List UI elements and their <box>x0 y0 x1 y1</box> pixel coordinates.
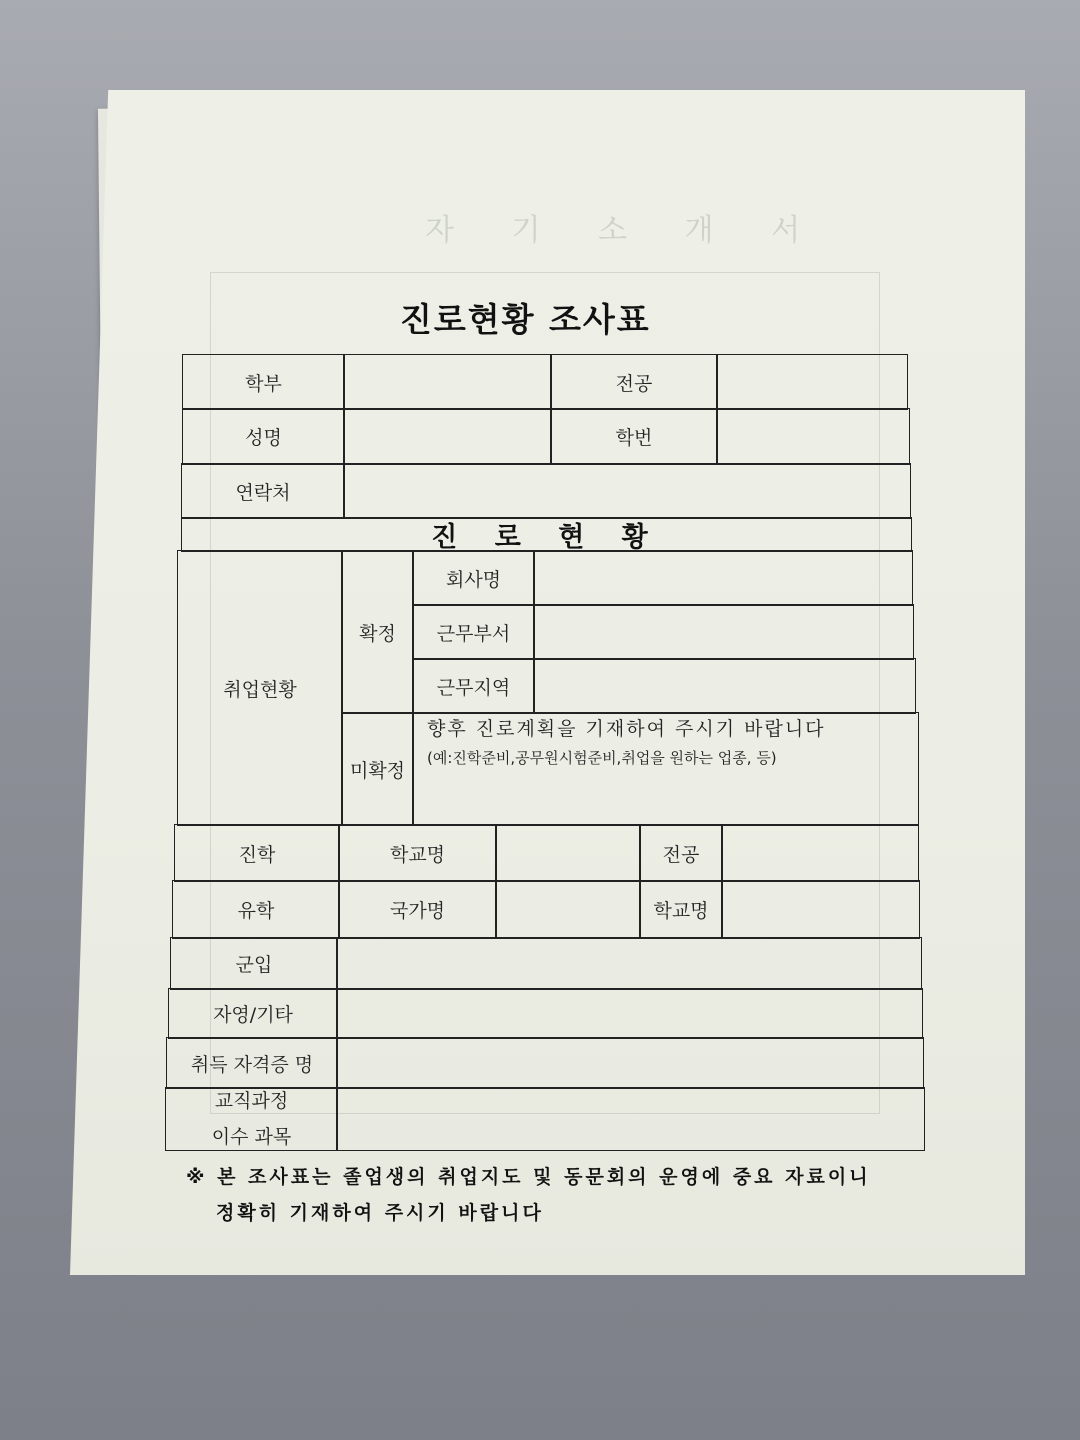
label-further-study-school: 학교명 <box>338 824 497 882</box>
certificates-field[interactable] <box>336 1037 924 1089</box>
footnote-line1: ※ 본 조사표는 졸업생의 취업지도 및 동문회의 운영에 중요 자료이니 <box>186 1166 871 1188</box>
teaching-course-field[interactable] <box>336 1087 925 1151</box>
work-department-field[interactable] <box>533 604 914 660</box>
career-plan-instruction: 향후 진로계획을 기재하여 주시기 바랍니다 <box>427 718 826 740</box>
company-name-field[interactable] <box>533 550 913 606</box>
label-abroad-school: 학교명 <box>639 880 723 939</box>
label-work-department: 근무부서 <box>412 604 535 660</box>
abroad-country-field[interactable] <box>495 880 641 939</box>
department-field[interactable] <box>343 354 552 410</box>
contact-field[interactable] <box>343 463 911 519</box>
further-study-school-field[interactable] <box>495 824 641 882</box>
label-study-abroad: 유학 <box>172 880 340 939</box>
career-plan-example: (예:진학준비,공무원시험준비,취업을 원하는 업종, 등) <box>427 749 777 767</box>
student-id-field[interactable] <box>716 408 910 465</box>
label-student-id: 학번 <box>550 408 718 465</box>
label-major: 전공 <box>550 354 718 410</box>
name-field[interactable] <box>343 408 552 465</box>
label-name: 성명 <box>182 408 345 465</box>
further-study-major-field[interactable] <box>721 824 919 882</box>
major-field[interactable] <box>716 354 908 410</box>
label-certificates: 취득 자격증 명 <box>166 1037 338 1089</box>
label-self-employed: 자영/기타 <box>168 988 338 1039</box>
label-confirmed: 확정 <box>341 550 414 714</box>
abroad-school-field[interactable] <box>721 880 920 939</box>
label-further-study: 진학 <box>174 824 340 882</box>
label-abroad-country: 국가명 <box>338 880 497 939</box>
label-company-name: 회사명 <box>412 550 535 606</box>
footnote-line2: 정확히 기재하여 주시기 바랍니다 <box>216 1202 544 1224</box>
form-title: 진로현황 조사표 <box>400 300 651 339</box>
section-title: 진 로 현 황 <box>181 517 912 552</box>
label-unconfirmed: 미확정 <box>341 712 414 826</box>
label-department: 학부 <box>182 354 345 410</box>
label-teaching-course <box>165 1087 338 1151</box>
work-region-field[interactable] <box>533 658 916 714</box>
label-work-region: 근무지역 <box>412 658 535 714</box>
self-employed-field[interactable] <box>336 988 923 1039</box>
label-teaching-course-line2: 이수 과목 <box>211 1126 292 1148</box>
military-field[interactable] <box>336 937 922 990</box>
label-further-study-major: 전공 <box>639 824 723 882</box>
label-military: 군입 <box>170 937 338 990</box>
label-contact: 연락처 <box>181 463 345 519</box>
show-through-title: 자 기 소 개 서 <box>425 213 825 248</box>
label-employment-status: 취업현황 <box>177 550 343 826</box>
label-teaching-course-line1: 교직과정 <box>214 1090 289 1112</box>
